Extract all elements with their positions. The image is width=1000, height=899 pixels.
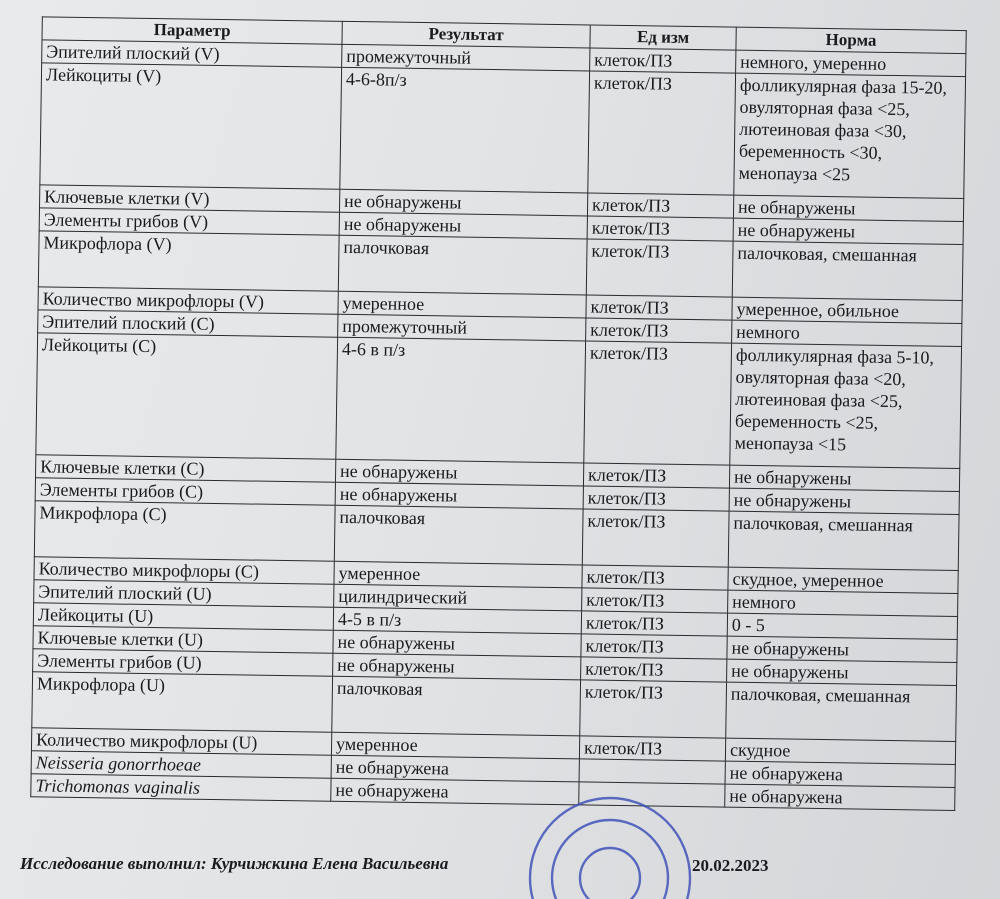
param-cell: Ключевые клетки (V) [40, 185, 340, 212]
param-cell: Ключевые клетки (U) [33, 626, 333, 653]
norm-cell: фолликулярная фаза 15-20, овуляторная фаза <25, лютеиновая фаза <30, беременность <30, менопауза <25 [734, 73, 966, 198]
norm-cell: не обнаружены [729, 488, 959, 514]
param-cell: Количество микрофлоры (С) [34, 557, 334, 584]
table-row [36, 333, 962, 469]
param-cell: Микрофлора (С) [34, 501, 335, 561]
param-cell: Микрофлора (U) [32, 672, 333, 732]
result-cell: 4-6 в п/з [336, 337, 586, 463]
norm-cell: 0 - 5 [727, 613, 957, 639]
footer [20, 848, 960, 882]
param-cell: Элементы грибов (V) [39, 208, 339, 235]
norm-cell: не обнаружены [729, 465, 959, 491]
param-cell: Количество микрофлоры (V) [38, 287, 338, 314]
unit-cell: клеток/ПЗ [581, 657, 727, 682]
norm-cell: не обнаружена [725, 784, 955, 810]
unit-cell: клеток/ПЗ [586, 318, 732, 343]
result-cell: промежуточный [338, 314, 586, 341]
result-cell: не обнаружены [335, 459, 583, 486]
header-result: Результат [342, 21, 590, 48]
param-cell: Эпителий плоский (С) [38, 310, 338, 337]
norm-cell: палочковая, смешанная [732, 241, 963, 300]
norm-cell: палочковая, смешанная [726, 682, 957, 741]
unit-cell [579, 759, 725, 784]
header-parameter: Параметр [42, 17, 342, 44]
latin-name: Trichomonas vaginalis [35, 775, 201, 798]
norm-cell: не обнаружены [733, 195, 963, 221]
norm-cell: немного, умеренно [736, 50, 966, 76]
norm-cell: не обнаружены [733, 218, 963, 244]
unit-cell: клеток/ПЗ [581, 634, 727, 659]
result-cell: не обнаружены [339, 212, 587, 239]
header-unit: Ед изм [590, 25, 736, 50]
result-cell: не обнаружена [331, 755, 579, 782]
result-cell: промежуточный [342, 44, 590, 71]
param-cell: Лейкоциты (U) [33, 603, 333, 630]
param-cell: Элементы грибов (С) [35, 478, 335, 505]
report-date: 20.02.2023 [692, 856, 769, 875]
result-cell: цилиндрический [334, 584, 582, 611]
unit-cell: клеток/ПЗ [587, 193, 733, 218]
unit-cell: клеток/ПЗ [581, 611, 727, 636]
norm-cell: скудное [725, 738, 955, 764]
unit-cell: клеток/ПЗ [588, 71, 736, 195]
results-table [30, 16, 966, 811]
unit-cell: клеток/ПЗ [582, 509, 729, 567]
result-cell: умеренное [338, 291, 586, 318]
unit-cell: клеток/ПЗ [583, 486, 729, 511]
norm-cell: немного [732, 320, 962, 346]
unit-cell: клеток/ПЗ [583, 463, 729, 488]
param-cell: Элементы грибов (U) [33, 649, 333, 676]
unit-cell: клеток/ПЗ [580, 680, 727, 738]
result-cell: 4-6-8п/з [340, 67, 590, 193]
result-cell: не обнаружены [335, 482, 583, 509]
norm-cell: немного [728, 590, 958, 616]
unit-cell: клеток/ПЗ [584, 341, 732, 465]
param-cell: Микрофлора (V) [38, 231, 339, 291]
result-cell: 4-5 в п/з [333, 607, 581, 634]
param-cell: Лейкоциты (С) [36, 333, 338, 459]
result-cell: не обнаружены [333, 630, 581, 657]
unit-cell: клеток/ПЗ [590, 48, 736, 73]
unit-cell: клеток/ПЗ [586, 295, 732, 320]
result-cell: не обнаружены [339, 189, 587, 216]
document [18, 6, 990, 808]
norm-cell: не обнаружены [727, 636, 957, 662]
param-cell: Эпителий плоский (V) [42, 40, 342, 67]
result-cell: не обнаружены [333, 653, 581, 680]
unit-cell: клеток/ПЗ [587, 216, 733, 241]
table-row [40, 63, 966, 199]
result-cell: умеренное [334, 561, 582, 588]
norm-cell: фолликулярная фаза 5-10, овуляторная фаза <20, лютеиновая фаза <25, беременность <25, менопауза <15 [730, 343, 962, 468]
norm-cell: скудное, умеренное [728, 567, 958, 593]
unit-cell: клеток/ПЗ [582, 588, 728, 613]
norm-cell: палочковая, смешанная [728, 511, 959, 570]
param-cell: Ключевые клетки (С) [36, 455, 336, 482]
result-cell: не обнаружена [331, 778, 579, 805]
result-cell: умеренное [331, 732, 579, 759]
param-cell: Эпителий плоский (U) [34, 580, 334, 607]
param-cell: Лейкоциты (V) [40, 63, 342, 189]
round-stamp [520, 788, 700, 899]
header-norm: Норма [736, 27, 966, 53]
norm-cell: умеренное, обильное [732, 297, 962, 323]
unit-cell: клеток/ПЗ [582, 565, 728, 590]
latin-name: Neisseria gonorrhoeae [35, 752, 202, 775]
norm-cell: не обнаружена [725, 761, 955, 787]
result-cell: палочковая [332, 676, 581, 736]
result-cell: палочковая [334, 505, 583, 565]
param-cell [31, 774, 331, 801]
param-cell: Количество микрофлоры (U) [31, 728, 331, 755]
norm-cell: не обнаружены [727, 659, 957, 685]
result-cell: палочковая [338, 235, 587, 295]
unit-cell: клеток/ПЗ [586, 239, 733, 297]
performer-line: Исследование выполнил: Курчижкина Елена Васильевна [20, 854, 449, 873]
unit-cell: клеток/ПЗ [579, 736, 725, 761]
